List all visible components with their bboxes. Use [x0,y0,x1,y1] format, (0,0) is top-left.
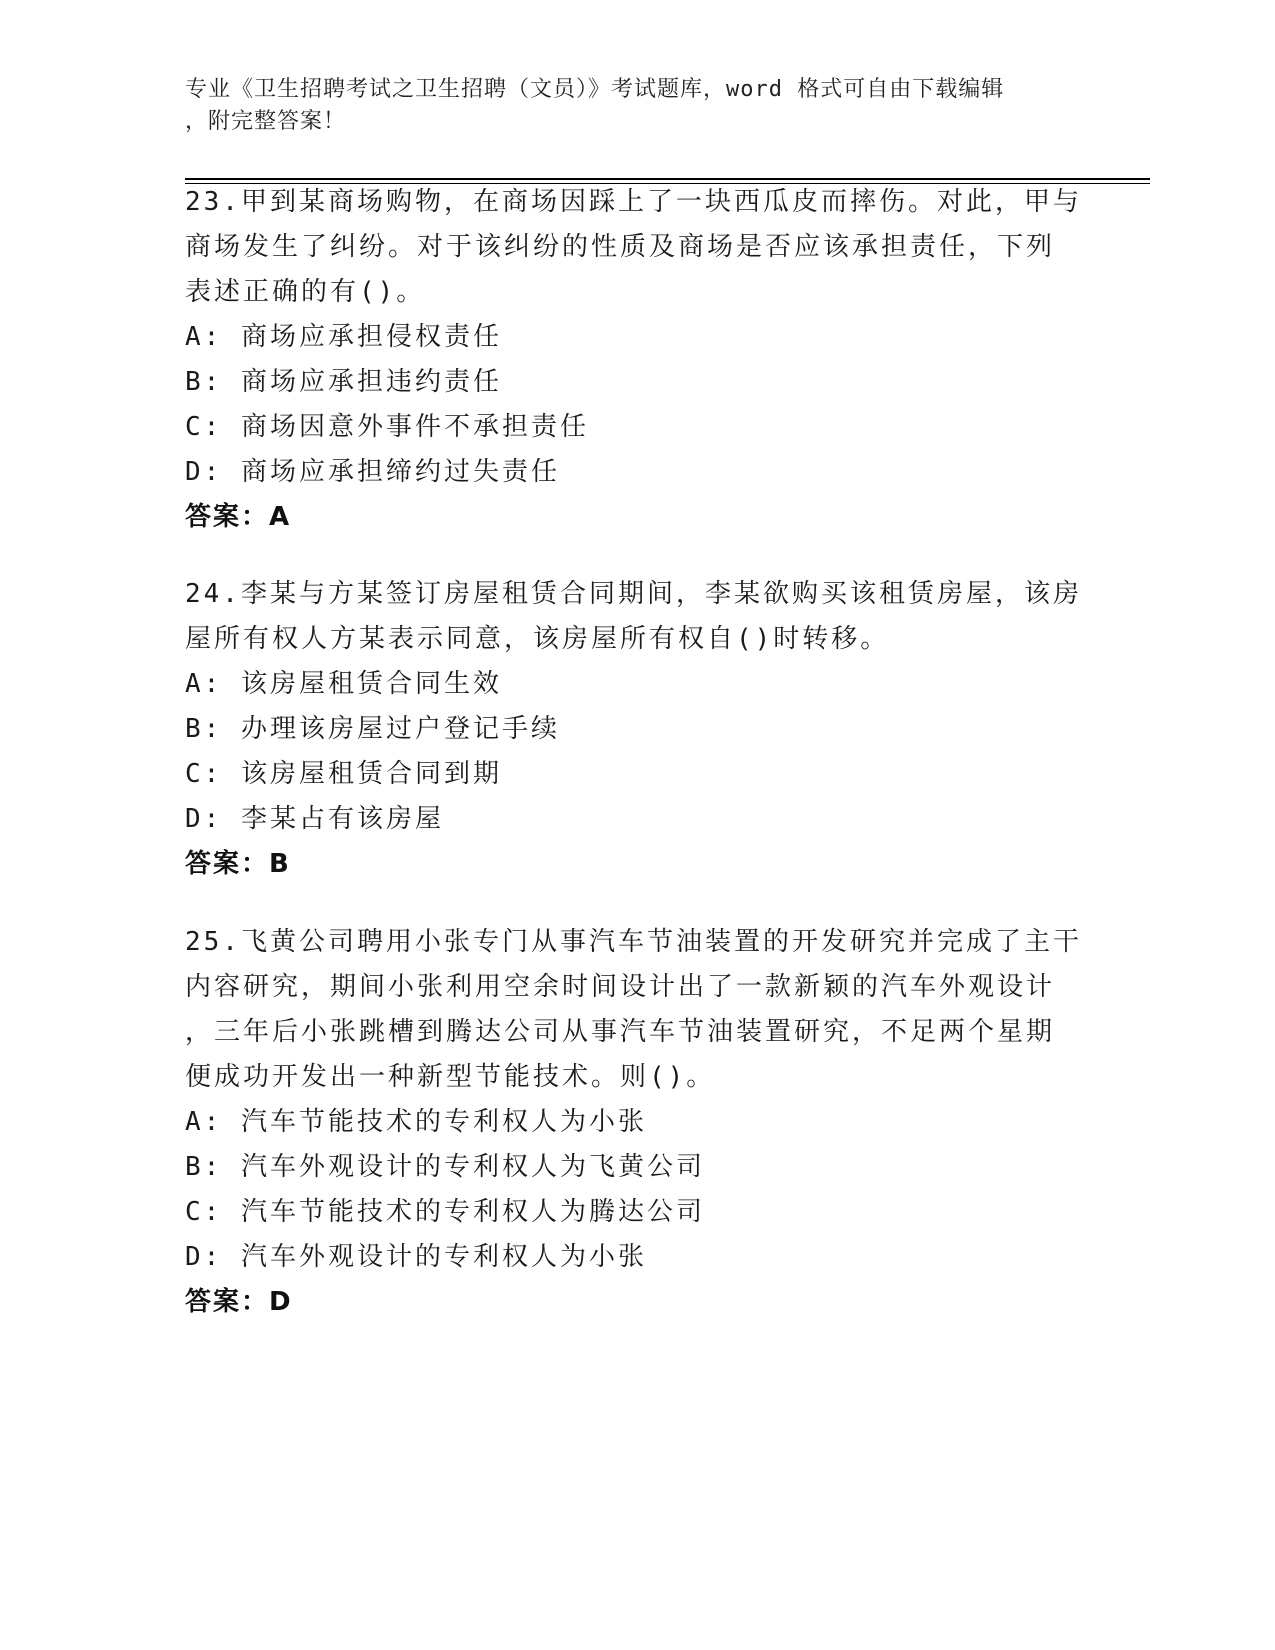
answer-line [185,842,1085,887]
answer-value: A [269,502,290,532]
option-b: B: 汽车外观设计的专利权人为飞黄公司 [185,1152,705,1182]
document-header [185,74,1065,138]
answer-label: 答案： [185,849,270,879]
option-a: A: 商场应承担侵权责任 [185,322,502,352]
question-text-line: 内容研究，期间小张利用空余时间设计出了一款新颖的汽车外观设计 [185,972,1056,1002]
question-text-line: 便成功开发出一种新型节能技术。则()。 [185,1062,716,1092]
question-text-line: ，三年后小张跳槽到腾达公司从事汽车节油装置研究，不足两个星期 [185,1017,1056,1047]
option-c: C: 汽车节能技术的专利权人为腾达公司 [185,1197,705,1227]
question-text-line: 屋所有权人方某表示同意，该房屋所有权自()时转移。 [185,624,890,654]
question-25 [185,920,1085,1325]
question-text-line: 25.飞黄公司聘用小张专门从事汽车节油装置的开发研究并完成了主干 [185,927,1082,957]
option-b: B: 办理该房屋过户登记手续 [185,714,560,744]
header-line-1: 专业《卫生招聘考试之卫生招聘（文员）》考试题库，word 格式可自由下载编辑 [185,77,1005,102]
question-text-line: 表述正确的有()。 [185,277,426,307]
option-b: B: 商场应承担违约责任 [185,367,502,397]
option-d: D: 汽车外观设计的专利权人为小张 [185,1242,647,1272]
answer-line [185,1280,1085,1325]
option-a: A: 该房屋租赁合同生效 [185,669,502,699]
answer-value: B [269,849,289,879]
question-text-line: 23.甲到某商场购物，在商场因踩上了一块西瓜皮而摔伤。对此，甲与 [185,187,1082,217]
answer-label: 答案： [185,1287,270,1317]
option-d: D: 商场应承担缔约过失责任 [185,457,560,487]
option-a: A: 汽车节能技术的专利权人为小张 [185,1107,647,1137]
answer-label: 答案： [185,502,270,532]
option-c: C: 该房屋租赁合同到期 [185,759,502,789]
header-line-2: ，附完整答案！ [185,109,347,134]
question-24 [185,572,1085,887]
question-text-line: 商场发生了纠纷。对于该纠纷的性质及商场是否应该承担责任，下列 [185,232,1056,262]
question-23 [185,180,1085,540]
answer-value: D [269,1287,291,1317]
question-text-line: 24.李某与方某签订房屋租赁合同期间，李某欲购买该租赁房屋，该房 [185,579,1082,609]
option-c: C: 商场因意外事件不承担责任 [185,412,589,442]
option-d: D: 李某占有该房屋 [185,804,444,834]
answer-line [185,495,1085,540]
